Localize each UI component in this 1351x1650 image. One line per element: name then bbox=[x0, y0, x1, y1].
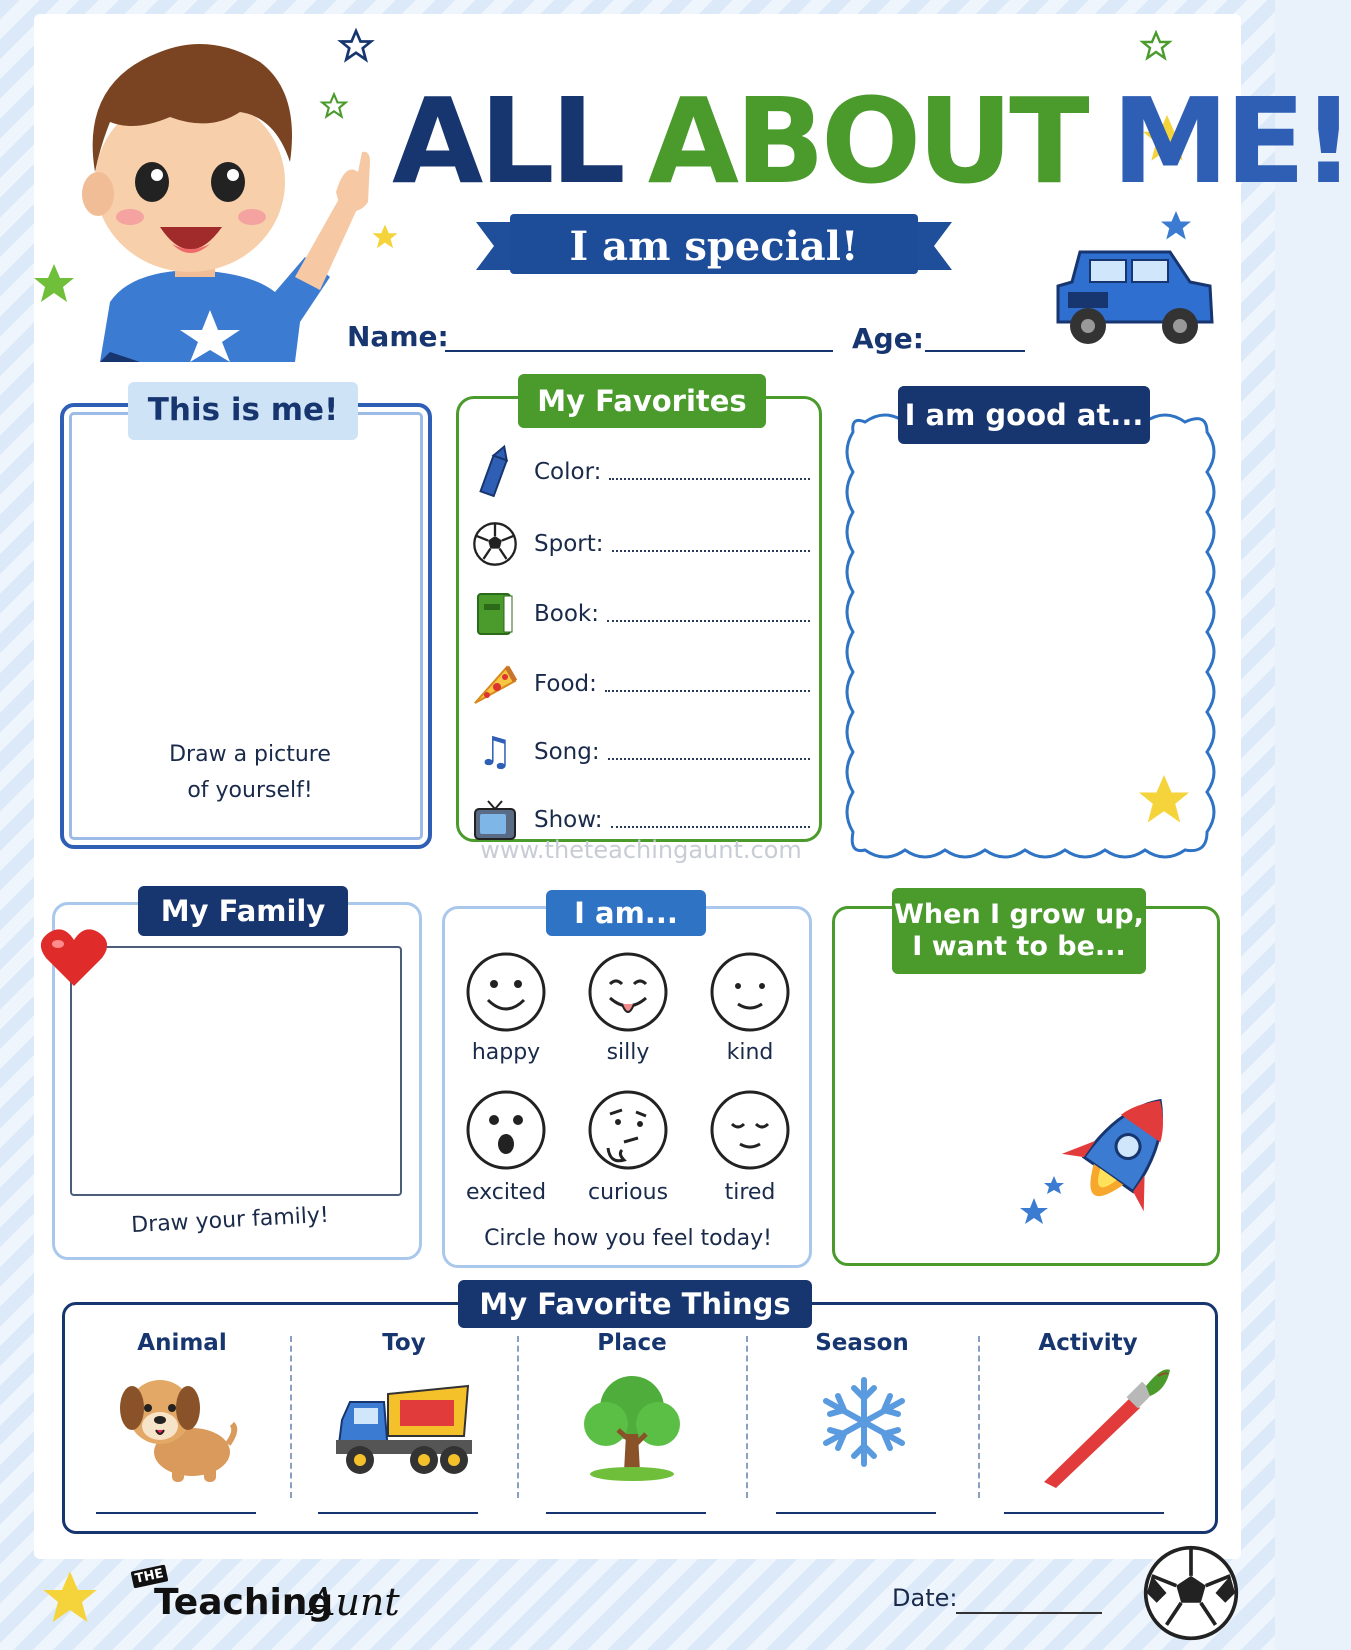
feelings-heading: I am... bbox=[546, 890, 706, 936]
star-icon bbox=[320, 92, 348, 120]
feeling-label: curious bbox=[587, 1180, 669, 1205]
book-icon bbox=[470, 594, 520, 634]
feeling-label: silly bbox=[606, 1040, 650, 1065]
favorite-thing-label: Place bbox=[597, 1330, 667, 1356]
favorite-thing-toy bbox=[304, 1330, 504, 1356]
brand-script: Aunt bbox=[308, 1580, 400, 1624]
grow-up-heading-line2: I want to be... bbox=[912, 931, 1126, 962]
title-word-about: ABOUT bbox=[647, 72, 1086, 210]
puppy-icon bbox=[112, 1368, 240, 1484]
favorite-label: Food: bbox=[534, 671, 597, 697]
paintbrush-icon bbox=[1034, 1364, 1174, 1488]
favorite-toy-field[interactable] bbox=[318, 1512, 478, 1514]
favorite-thing-label: Animal bbox=[137, 1330, 227, 1356]
crayon-icon bbox=[470, 452, 520, 492]
curious-face-icon[interactable] bbox=[588, 1090, 668, 1170]
silly-face-icon[interactable] bbox=[588, 952, 668, 1032]
self-portrait-caption-2: of yourself! bbox=[187, 778, 313, 803]
divider bbox=[978, 1336, 980, 1498]
favorite-thing-season bbox=[762, 1330, 962, 1356]
subtitle-banner bbox=[476, 212, 952, 280]
favorite-show-field[interactable] bbox=[611, 812, 810, 828]
star-icon bbox=[370, 222, 400, 252]
favorite-row bbox=[470, 594, 820, 634]
favorite-season-field[interactable] bbox=[776, 1512, 936, 1514]
favorite-thing-animal bbox=[82, 1330, 282, 1356]
page-title bbox=[392, 50, 1351, 210]
rocket-icon bbox=[1010, 1078, 1210, 1254]
brand-small: THE bbox=[131, 1565, 168, 1589]
dump-truck-icon bbox=[332, 1380, 476, 1480]
favorite-label: Book: bbox=[534, 601, 599, 627]
good-at-heading: I am good at... bbox=[898, 386, 1150, 444]
grow-up-heading bbox=[892, 888, 1146, 974]
favorite-thing-activity bbox=[988, 1330, 1188, 1356]
favorite-song-field[interactable] bbox=[608, 744, 810, 760]
date-field[interactable] bbox=[956, 1612, 1102, 1614]
feeling-label: happy bbox=[471, 1040, 541, 1065]
favorite-row bbox=[470, 524, 820, 564]
self-portrait-caption-1: Draw a picture bbox=[169, 742, 331, 767]
title-word-all: ALL bbox=[392, 72, 622, 210]
soccer-ball-icon bbox=[470, 524, 520, 564]
tree-icon bbox=[574, 1368, 690, 1484]
feeling-label: excited bbox=[465, 1180, 547, 1205]
kind-face-icon[interactable] bbox=[710, 952, 790, 1032]
tv-icon bbox=[470, 800, 520, 840]
date-label: Date: bbox=[892, 1584, 958, 1612]
jeep-illustration bbox=[1050, 232, 1220, 350]
star-icon bbox=[1134, 770, 1194, 830]
feeling-label: tired bbox=[724, 1180, 776, 1205]
brand-logo bbox=[130, 1568, 410, 1638]
favorite-food-field[interactable] bbox=[605, 676, 810, 692]
star-icon bbox=[338, 28, 374, 64]
happy-face-icon[interactable] bbox=[466, 952, 546, 1032]
grow-up-heading-line1: When I grow up, bbox=[894, 898, 1144, 930]
favorite-label: Sport: bbox=[534, 531, 604, 557]
family-drawing-area[interactable] bbox=[70, 946, 402, 1196]
favorite-label: Color: bbox=[534, 459, 602, 485]
pizza-icon bbox=[470, 664, 520, 704]
snowflake-icon bbox=[816, 1374, 912, 1470]
favorite-animal-field[interactable] bbox=[96, 1512, 256, 1514]
favorite-place-field[interactable] bbox=[546, 1512, 706, 1514]
heart-icon bbox=[38, 926, 110, 990]
age-label: Age: bbox=[852, 322, 924, 355]
divider bbox=[746, 1336, 748, 1498]
favorite-book-field[interactable] bbox=[607, 606, 810, 622]
feelings-caption: Circle how you feel today! bbox=[484, 1226, 772, 1251]
favorite-activity-field[interactable] bbox=[1004, 1512, 1164, 1514]
favorite-thing-label: Season bbox=[815, 1330, 909, 1356]
favorite-row bbox=[470, 452, 820, 492]
subtitle-text: I am special! bbox=[569, 222, 859, 270]
name-label: Name: bbox=[347, 320, 449, 353]
soccer-ball-icon bbox=[1142, 1544, 1240, 1642]
favorite-color-field[interactable] bbox=[609, 464, 810, 480]
favorite-thing-place bbox=[532, 1330, 732, 1356]
this-is-me-heading: This is me! bbox=[128, 382, 358, 440]
favorite-label: Song: bbox=[534, 739, 600, 765]
favorite-row bbox=[470, 729, 820, 775]
favorite-row bbox=[470, 800, 820, 840]
star-icon bbox=[38, 1566, 102, 1630]
favorite-thing-label: Activity bbox=[1038, 1330, 1138, 1356]
tired-face-icon[interactable] bbox=[710, 1090, 790, 1170]
favorite-things-heading: My Favorite Things bbox=[458, 1280, 812, 1328]
watermark: www.theteachingaunt.com bbox=[480, 836, 802, 864]
family-caption: Draw your family! bbox=[130, 1202, 330, 1239]
title-word-me: ME! bbox=[1111, 72, 1351, 210]
family-heading: My Family bbox=[138, 886, 348, 936]
brand-main: Teaching bbox=[154, 1582, 334, 1623]
favorite-thing-label: Toy bbox=[382, 1330, 426, 1356]
favorite-row bbox=[470, 664, 820, 704]
divider bbox=[290, 1336, 292, 1498]
favorite-sport-field[interactable] bbox=[612, 536, 811, 552]
name-field[interactable] bbox=[445, 350, 833, 352]
boy-illustration bbox=[40, 22, 370, 362]
music-note-icon: ♫ bbox=[477, 729, 513, 775]
favorite-label: Show: bbox=[534, 807, 603, 833]
age-field[interactable] bbox=[925, 350, 1025, 352]
favorites-heading: My Favorites bbox=[518, 374, 766, 428]
favorites-list bbox=[470, 452, 820, 832]
excited-face-icon[interactable] bbox=[466, 1090, 546, 1170]
feeling-label: kind bbox=[726, 1040, 774, 1065]
star-icon bbox=[30, 260, 78, 308]
divider bbox=[517, 1336, 519, 1498]
